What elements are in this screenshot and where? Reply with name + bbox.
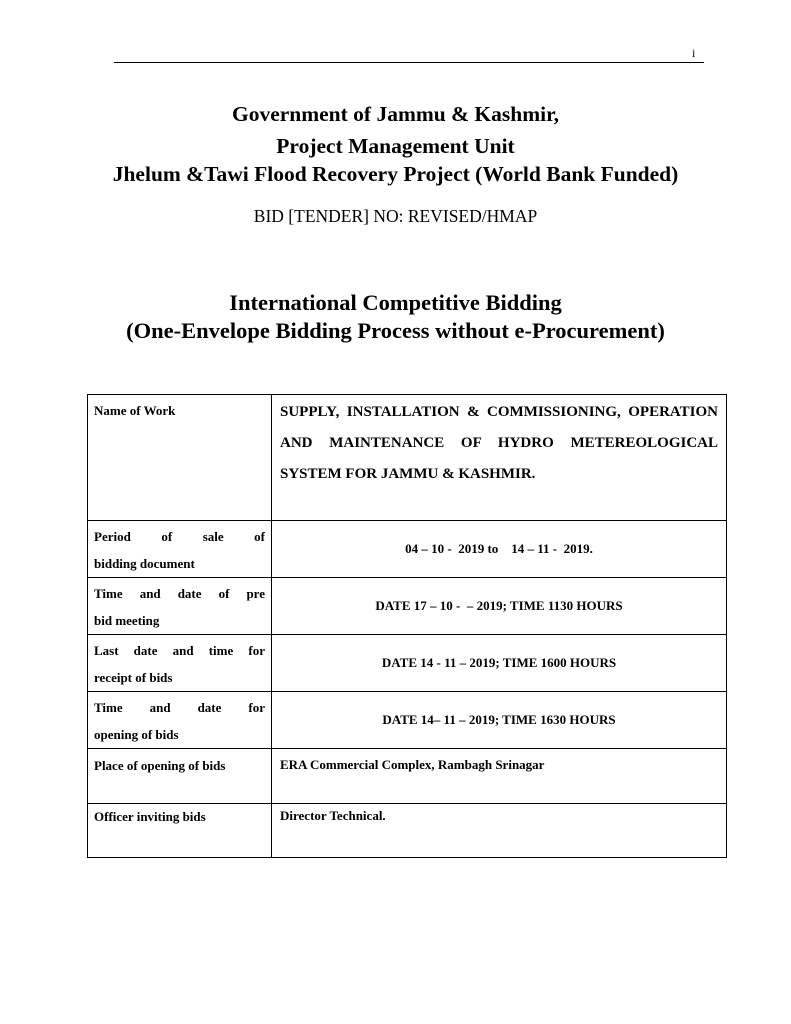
- project-heading: Jhelum &Tawi Flood Recovery Project (World Bank Funded): [112, 162, 679, 186]
- row-value-sale-period: 04 – 10 - 2019 to 14 – 11 - 2019.: [272, 521, 727, 578]
- row-label-inviting-officer: Officer inviting bids: [88, 804, 272, 858]
- page-number: i: [692, 46, 696, 60]
- row-label-line: Time and date of pre: [94, 586, 265, 601]
- table-row: [88, 578, 727, 635]
- government-heading: Government of Jammu & Kashmir,: [231, 102, 560, 126]
- row-value-pre-bid-meeting: DATE 17 – 10 - – 2019; TIME 1130 HOURS: [272, 578, 727, 635]
- table-row: [88, 635, 727, 692]
- row-label-line: opening of bids: [94, 727, 179, 742]
- row-label-opening-place: Place of opening of bids: [88, 749, 272, 804]
- table-row: [88, 692, 727, 749]
- row-label-pre-bid-meeting: [88, 578, 272, 635]
- bid-details-table: [87, 394, 727, 858]
- row-label-sale-period: [88, 521, 272, 578]
- row-value-name-of-work: SUPPLY, INSTALLATION & COMMISSIONING, OPERATION AND MAINTENANCE OF HYDRO METEREOLOGICAL SYSTEM FOR JAMMU & KASHMIR.: [272, 395, 727, 521]
- row-label-line: Time and date for: [94, 700, 265, 715]
- bidding-subtitle: (One-Envelope Bidding Process without e-Procurement): [126, 318, 665, 343]
- row-label-bid-opening: [88, 692, 272, 749]
- header-rule: [114, 62, 704, 63]
- table-row: [88, 395, 727, 521]
- row-value-opening-place: ERA Commercial Complex, Rambagh Srinagar: [272, 749, 727, 804]
- unit-heading: Project Management Unit: [276, 134, 515, 158]
- row-value-inviting-officer: Director Technical.: [272, 804, 727, 858]
- bid-number: BID [TENDER] NO: REVISED/HMAP: [253, 206, 538, 226]
- row-label-line: receipt of bids: [94, 670, 173, 685]
- row-value-bid-opening: DATE 14– 11 – 2019; TIME 1630 HOURS: [272, 692, 727, 749]
- row-label-line: bid meeting: [94, 613, 160, 628]
- row-label-line: Last date and time for: [94, 643, 265, 658]
- row-label-line: bidding document: [94, 556, 195, 571]
- table-row: [88, 521, 727, 578]
- row-label-line: Period of sale of: [94, 529, 265, 544]
- bidding-title: International Competitive Bidding: [229, 290, 562, 315]
- row-label-bid-receipt: [88, 635, 272, 692]
- table-row: [88, 804, 727, 858]
- row-label-name-of-work: Name of Work: [88, 395, 272, 521]
- table-row: [88, 749, 727, 804]
- row-value-bid-receipt: DATE 14 - 11 – 2019; TIME 1600 HOURS: [272, 635, 727, 692]
